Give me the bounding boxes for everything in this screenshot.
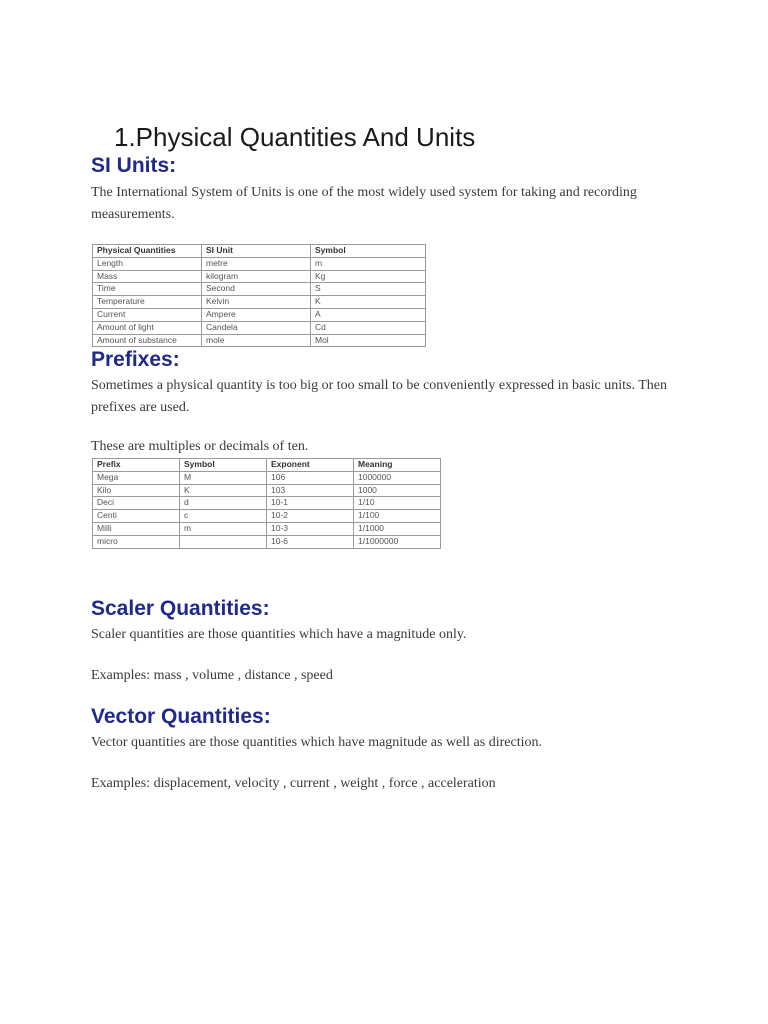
table-cell: kilogram: [202, 270, 311, 283]
page-title: 1.Physical Quantities And Units: [114, 122, 476, 152]
table-header-cell: Meaning: [354, 459, 441, 472]
table-cell: m: [180, 522, 267, 535]
table-row: [93, 308, 426, 321]
table-cell: K: [311, 296, 426, 309]
si-units-table: [92, 244, 426, 347]
table-cell: Deci: [93, 497, 180, 510]
table-row: [93, 321, 426, 334]
table-cell: micro: [93, 535, 180, 548]
table-header-cell: Physical Quantities: [93, 245, 202, 258]
table-cell: Current: [93, 308, 202, 321]
table-cell: 10-3: [267, 522, 354, 535]
table-cell: 106: [267, 471, 354, 484]
table-cell: Time: [93, 283, 202, 296]
table-cell: S: [311, 283, 426, 296]
scaler-quantities-heading: Scaler Quantities:: [91, 597, 270, 620]
si-units-description: The International System of Units is one of the most widely used system for taking and recording measurements.: [91, 185, 637, 222]
vector-quantities-description: Vector quantities are those quantities which have magnitude as well as direction.: [91, 735, 542, 750]
table-header-row: [93, 245, 426, 258]
vector-quantities-examples: Examples: displacement, velocity , current , weight , force , acceleration: [91, 776, 496, 791]
table-cell: 1/100: [354, 510, 441, 523]
si-units-heading: SI Units:: [91, 154, 177, 177]
table-cell: Ampere: [202, 308, 311, 321]
table-cell: Milli: [93, 522, 180, 535]
table-cell: 10-1: [267, 497, 354, 510]
table-cell: K: [180, 484, 267, 497]
table-header-cell: Exponent: [267, 459, 354, 472]
prefixes-note: These are multiples or decimals of ten.: [91, 439, 309, 454]
table-row: [93, 270, 426, 283]
table-header-cell: Symbol: [311, 245, 426, 258]
table-cell: d: [180, 497, 267, 510]
table-header-cell: Symbol: [180, 459, 267, 472]
table-cell: A: [311, 308, 426, 321]
table-cell: M: [180, 471, 267, 484]
table-cell: mole: [202, 334, 311, 347]
scaler-quantities-examples: Examples: mass , volume , distance , speed: [91, 668, 333, 683]
table-cell: Amount of light: [93, 321, 202, 334]
prefixes-heading: Prefixes:: [91, 348, 180, 371]
table-cell: 1000: [354, 484, 441, 497]
table-header-cell: SI Unit: [202, 245, 311, 258]
table-cell: Kelvin: [202, 296, 311, 309]
table-row: [93, 497, 441, 510]
table-row: [93, 334, 426, 347]
table-cell: metre: [202, 257, 311, 270]
table-cell: Mol: [311, 334, 426, 347]
table-cell: 1/1000: [354, 522, 441, 535]
table-cell: 10-2: [267, 510, 354, 523]
table-cell: 1000000: [354, 471, 441, 484]
prefixes-table: [92, 458, 441, 549]
table-cell: Mega: [93, 471, 180, 484]
table-cell: c: [180, 510, 267, 523]
table-cell: Kilo: [93, 484, 180, 497]
vector-quantities-heading: Vector Quantities:: [91, 705, 271, 728]
prefixes-description: Sometimes a physical quantity is too big or too small to be conveniently expressed in basic units. Then prefixes are used.: [91, 378, 667, 415]
table-row: [93, 296, 426, 309]
table-cell: Cd: [311, 321, 426, 334]
table-cell: [180, 535, 267, 548]
table-row: [93, 510, 441, 523]
scaler-quantities-description: Scaler quantities are those quantities which have a magnitude only.: [91, 627, 467, 642]
table-cell: Centi: [93, 510, 180, 523]
table-cell: 10-6: [267, 535, 354, 548]
table-cell: 103: [267, 484, 354, 497]
table-cell: 1/10: [354, 497, 441, 510]
table-row: [93, 257, 426, 270]
table-cell: Temperature: [93, 296, 202, 309]
table-cell: Second: [202, 283, 311, 296]
table-cell: Amount of substance: [93, 334, 202, 347]
table-cell: Kg: [311, 270, 426, 283]
table-row: [93, 522, 441, 535]
table-cell: Mass: [93, 270, 202, 283]
table-row: [93, 471, 441, 484]
table-cell: m: [311, 257, 426, 270]
table-cell: Length: [93, 257, 202, 270]
table-header-row: [93, 459, 441, 472]
table-row: [93, 283, 426, 296]
table-row: [93, 484, 441, 497]
table-cell: 1/1000000: [354, 535, 441, 548]
table-row: [93, 535, 441, 548]
table-header-cell: Prefix: [93, 459, 180, 472]
table-cell: Candela: [202, 321, 311, 334]
